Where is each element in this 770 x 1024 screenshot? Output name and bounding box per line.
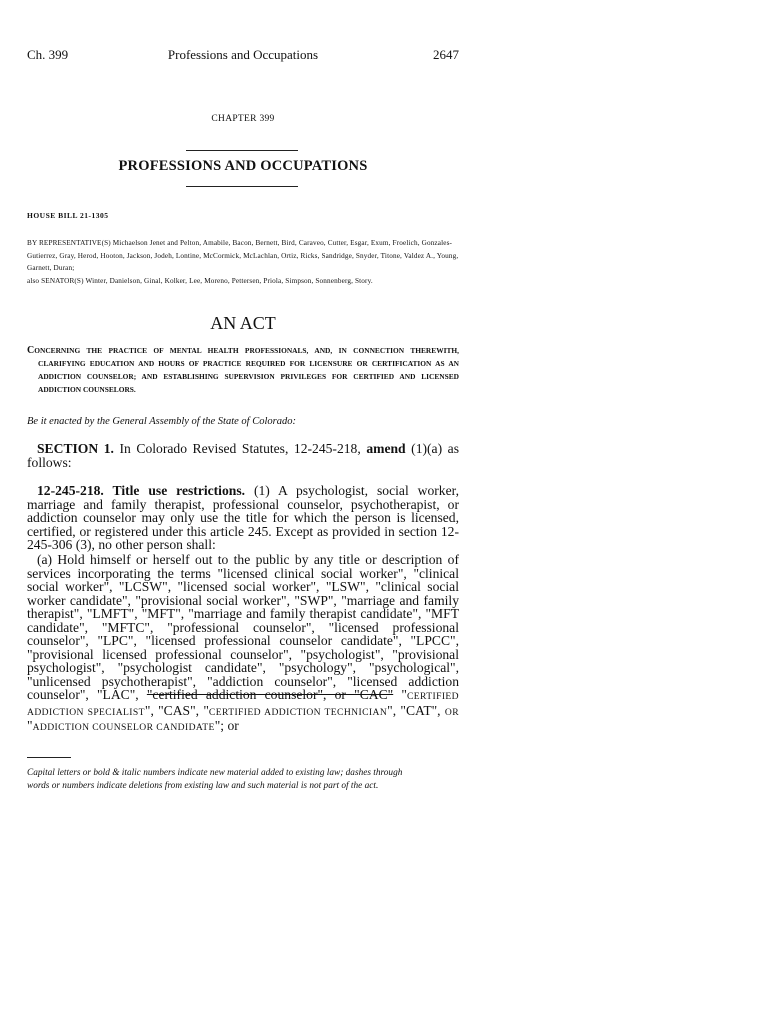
footnote-line-2: words or numbers indicate deletions from existing law and such material is not part of the act. bbox=[27, 780, 379, 791]
inline-text-2: ", "CAT", bbox=[387, 702, 445, 718]
inline-text-3: " bbox=[27, 718, 33, 733]
statute-12-245-218 bbox=[27, 484, 459, 552]
footnote-rule bbox=[27, 757, 71, 758]
sponsors-block bbox=[27, 237, 459, 287]
paragraph-text: (a) Hold himself or herself out to the public by any title or description of services incorporating the terms "licensed clinical social worker", "clinical social worker", "LCSW", "licensed social worker", "LSW", "clinical social worker candidate", "provisional social worker", "SWP", "marriage and family therapist", "LMFT", "MFT", "marriage and family therapist candidate", "MFT candidate", "MFTC", "professional counselor", "licensed professional counselor", "LPC", "licensed professional counselor candidate", "LPCC", "provisional licensed professional counselor", "psychologist", "provisional psychologist", "psychologist candidate", "psychology", "psychological", "unlicensed psychotherapist", "addiction counselor", "licensed addiction counselor", "LAC", bbox=[27, 552, 459, 702]
representatives-list: BY REPRESENTATIVE(S) Michaelson Jenet and Pelton, Amabile, Bacon, Bernett, Bird, Caraveo, Cutter, Esgar, Exum, Froelich, Gonzales-Gutierrez, Gray, Herod, Hooton, Jackson, Jodeh, Lontine, McCormick, McLachlan, Ortiz, Ricks, Sandridge, Snyder, Titone, Valdez A., Young, Garnett, Duran; bbox=[27, 239, 459, 273]
section-1 bbox=[27, 442, 459, 469]
new-text-3: OR bbox=[444, 706, 459, 718]
act-title bbox=[27, 344, 459, 396]
chapter-title: PROFESSIONS AND OCCUPATIONS bbox=[118, 158, 368, 174]
new-text-1: CERTIFIED ADDICTION SPECIALIST bbox=[27, 691, 460, 718]
statute-heading: 12-245-218. Title use restrictions. bbox=[37, 483, 246, 498]
chapter-number: Ch. 399 bbox=[27, 47, 69, 62]
title-rule-top bbox=[186, 150, 298, 151]
enacting-clause: Be it enacted by the General Assembly of the State of Colorado: bbox=[27, 416, 296, 427]
paragraph-1a bbox=[27, 553, 459, 735]
deleted-text: "certified addiction counselor", or "CAC" bbox=[146, 687, 394, 702]
act-title-text: ONCERNING THE PRACTICE OF MENTAL HEALTH PROFESSIONALS, AND, IN CONNECTION THEREWITH, CLARIFYING EDUCATION AND HOURS OF PRACTICE REQUIRED FOR LICENSURE OR CERTIFICATION AS AN ADDICTION COUNSELOR; AND ESTABLISHING SUPERVISION PRIVILEGES FOR CERTIFIED AND LICENSED ADDICTION COUNSELORS. bbox=[34, 346, 459, 394]
new-text-2: CERTIFIED ADDICTION TECHNICIAN bbox=[208, 706, 388, 718]
inline-text-1: ", "CAS", " bbox=[144, 702, 209, 718]
running-head bbox=[27, 47, 459, 65]
quote-mark: " bbox=[393, 687, 407, 702]
section-text-end: (1)(a) as follows: bbox=[27, 441, 459, 470]
section-action: amend bbox=[366, 441, 406, 456]
page-number: 2647 bbox=[433, 47, 459, 62]
running-title: Professions and Occupations bbox=[167, 47, 319, 62]
statute-text: (1) A psychologist, social worker, marriage and family therapist, professional counselor, psychotherapist, or addiction counselor may only use the title for which the person is licensed, certified, or registered under this article 245. Except as provided in section 12-245-306 (3), no other person shall: bbox=[27, 483, 459, 552]
chapter-label: CHAPTER 399 bbox=[211, 114, 275, 124]
act-title-initial: C bbox=[27, 345, 35, 356]
footnote-line-1: Capital letters or bold & italic numbers indicate new material added to existing law; dashes through bbox=[27, 768, 403, 778]
title-rule-bottom bbox=[186, 186, 298, 187]
senators-list: also SENATOR(S) Winter, Danielson, Ginal, Kolker, Lee, Moreno, Pettersen, Priola, Simpson, Sonnenberg, Story. bbox=[27, 276, 373, 285]
new-text-4: ADDICTION COUNSELOR CANDIDATE bbox=[32, 722, 215, 733]
section-text: In Colorado Revised Statutes, 12-245-218, bbox=[113, 441, 367, 456]
footnote bbox=[27, 767, 459, 792]
bill-number: HOUSE BILL 21-1305 bbox=[27, 211, 109, 220]
section-label: SECTION 1. bbox=[37, 441, 114, 456]
act-heading: AN ACT bbox=[210, 313, 276, 333]
paragraph-end: "; or bbox=[214, 718, 239, 733]
